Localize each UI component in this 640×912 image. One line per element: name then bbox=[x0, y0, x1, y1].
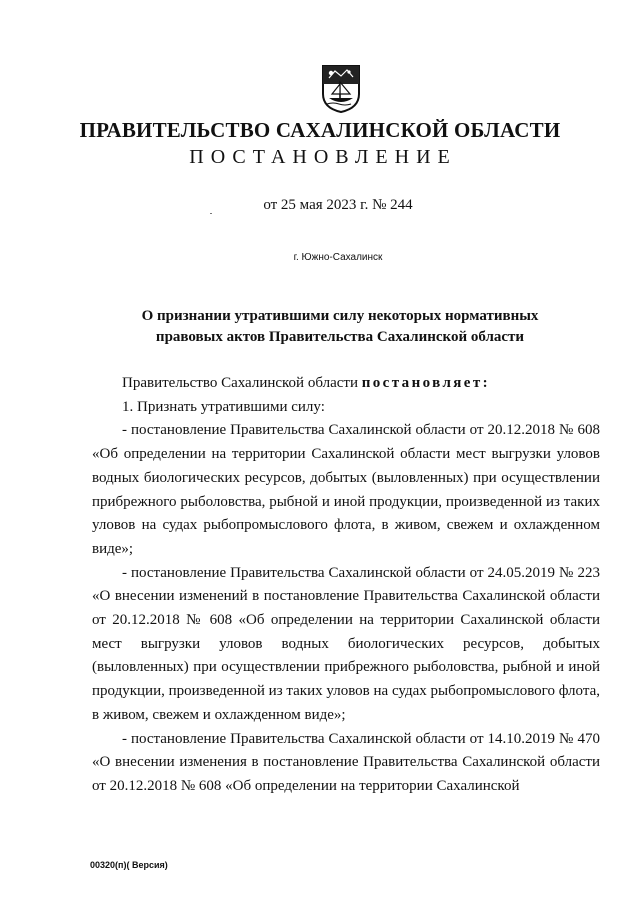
paragraph-3: - постановление Правительства Сахалинской области от 14.10.2019 № 470 «О внесении изменения в постановление Правительства Сахалинской области от 20.12.2018 № 608 «Об определении на территории Сахалинской bbox=[92, 730, 600, 794]
date-and-number: от 25 мая 2023 г. № 244 bbox=[263, 197, 413, 213]
footer-code: 00320(п)( Версия) bbox=[90, 860, 168, 870]
subject-line-2: правовых актов Правительства Сахалинской области bbox=[155, 329, 525, 345]
paragraph-1: - постановление Правительства Сахалинской области от 20.12.2018 № 608 «Об определении на территории Сахалинской области мест выгрузки уловов водных биологических ресурсов, добытых (выловленных) при осуществлении прибрежного рыболовства, рыбной и иной продукции, произведенной из таких уловов на судах рыбопромыслового флота, в живом, свежем и охлажденном виде»; bbox=[92, 422, 600, 557]
scan-speck bbox=[210, 213, 212, 214]
paragraph-2: - постановление Правительства Сахалинской области от 24.05.2019 № 223 «О внесении изменений в постановление Правительства Сахалинской области от 20.12.2018 № 608 «Об определении на территории Сахалинской области мест выгрузки уловов водных биологических ресурсов, добытых (выловленных) при осуществлении прибрежного рыболовства, рыбной и иной продукции, произведенной из таких уловов на судах рыбопромыслового флота, в живом, свежем и охлажденном виде»; bbox=[92, 564, 600, 723]
intro-paragraph bbox=[92, 372, 600, 396]
item-1: 1. Признать утратившими силу: bbox=[122, 398, 325, 415]
intro-emphasis: постановляет: bbox=[361, 375, 491, 391]
document-body bbox=[92, 372, 600, 799]
coat-of-arms-icon bbox=[319, 64, 363, 114]
document-subject bbox=[120, 306, 560, 348]
government-title: ПРАВИТЕЛЬСТВО САХАЛИНСКОЙ ОБЛАСТИ bbox=[79, 118, 561, 142]
city-name: г. Южно-Сахалинск bbox=[293, 252, 383, 263]
document-type: ПОСТАНОВЛЕНИЕ bbox=[189, 146, 457, 168]
subject-line-1: О признании утратившими силу некоторых нормативных bbox=[141, 308, 539, 324]
intro-text: Правительство Сахалинской области bbox=[122, 375, 362, 391]
